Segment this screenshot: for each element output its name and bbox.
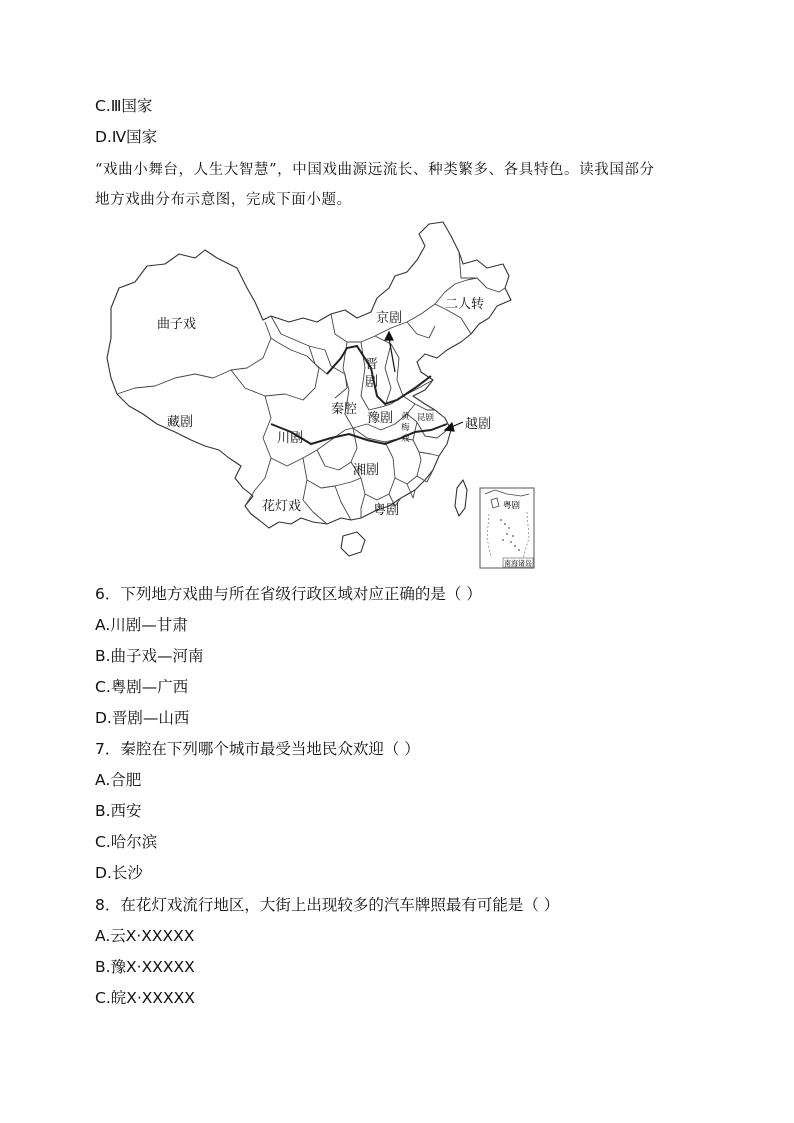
label-jinju-1: 晋 [365,357,379,372]
label-xiangju: 湘剧 [353,463,380,478]
question-7-option-d: D.长沙 [95,864,143,882]
label-chuanju: 川剧 [277,431,304,446]
question-6-option-b: B.曲子戏—河南 [95,647,204,665]
option-letter: C. [95,97,111,115]
option-d-prev [95,127,157,147]
label-kunju: 昆剧 [417,413,435,423]
option-text: Ⅲ国家 [110,97,153,115]
south-china-sea-inset [480,488,534,568]
label-yueju-zhejiang: 越剧 [465,417,492,432]
label-quzixi: 曲子戏 [157,317,197,332]
label-huangmeixi-2: 梅 [401,423,410,433]
question-6-stem: 6．下列地方戏曲与所在省级行政区域对应正确的是（ ） [95,585,482,603]
label-yueju-guangdong: 粤剧 [373,503,400,518]
label-jinju-2: 剧 [365,375,379,390]
label-jingju: 京剧 [376,311,403,326]
question-6-option-c: C.粤剧—广西 [95,678,189,696]
question-7-option-c: C.哈尔滨 [95,833,158,851]
question-8-option-c: C.皖X·XXXXX [95,989,195,1007]
inset-caption: 南海诸岛 [504,559,532,568]
question-6-option-d: D.晋剧—山西 [95,709,190,727]
inset-label-yueju: 粤剧 [503,501,521,511]
label-huangmeixi-3: 戏 [401,434,410,444]
option-c-prev [95,96,152,116]
question-7-option-a: A.合肥 [95,771,142,789]
china-outline [107,222,511,528]
option-letter: D. [95,128,112,146]
question-8-option-b: B.豫X·XXXXX [95,958,195,976]
label-qinqiang: 秦腔 [331,402,358,417]
label-zangju: 藏剧 [167,415,194,430]
label-huangmeixi-1: 黄 [401,412,410,422]
opera-distribution-map [95,218,545,570]
option-text: Ⅳ国家 [111,128,158,146]
label-yuju: 豫剧 [367,411,394,426]
intro-line-2: 地方戏曲分布示意图，完成下面小题。 [95,192,352,208]
question-6-option-a: A.川剧—甘肃 [95,616,188,634]
label-huadengxi: 花灯戏 [262,499,302,514]
question-8-stem: 8．在花灯戏流行地区，大街上出现较多的汽车牌照最有可能是（ ） [95,896,560,914]
question-8-option-a: A.云X·XXXXX [95,927,195,945]
intro-line-1: “戏曲小舞台，人生大智慧”，中国戏曲源远流长、种类繁多、各具特色。读我国部分 [95,162,655,178]
question-7-stem: 7．秦腔在下列哪个城市最受当地民众欢迎（ ） [95,740,420,758]
hainan-island [341,532,365,556]
question-7-option-b: B.西安 [95,802,142,820]
taiwan-island [455,480,467,516]
label-errenzhuan: 二人转 [445,297,485,312]
